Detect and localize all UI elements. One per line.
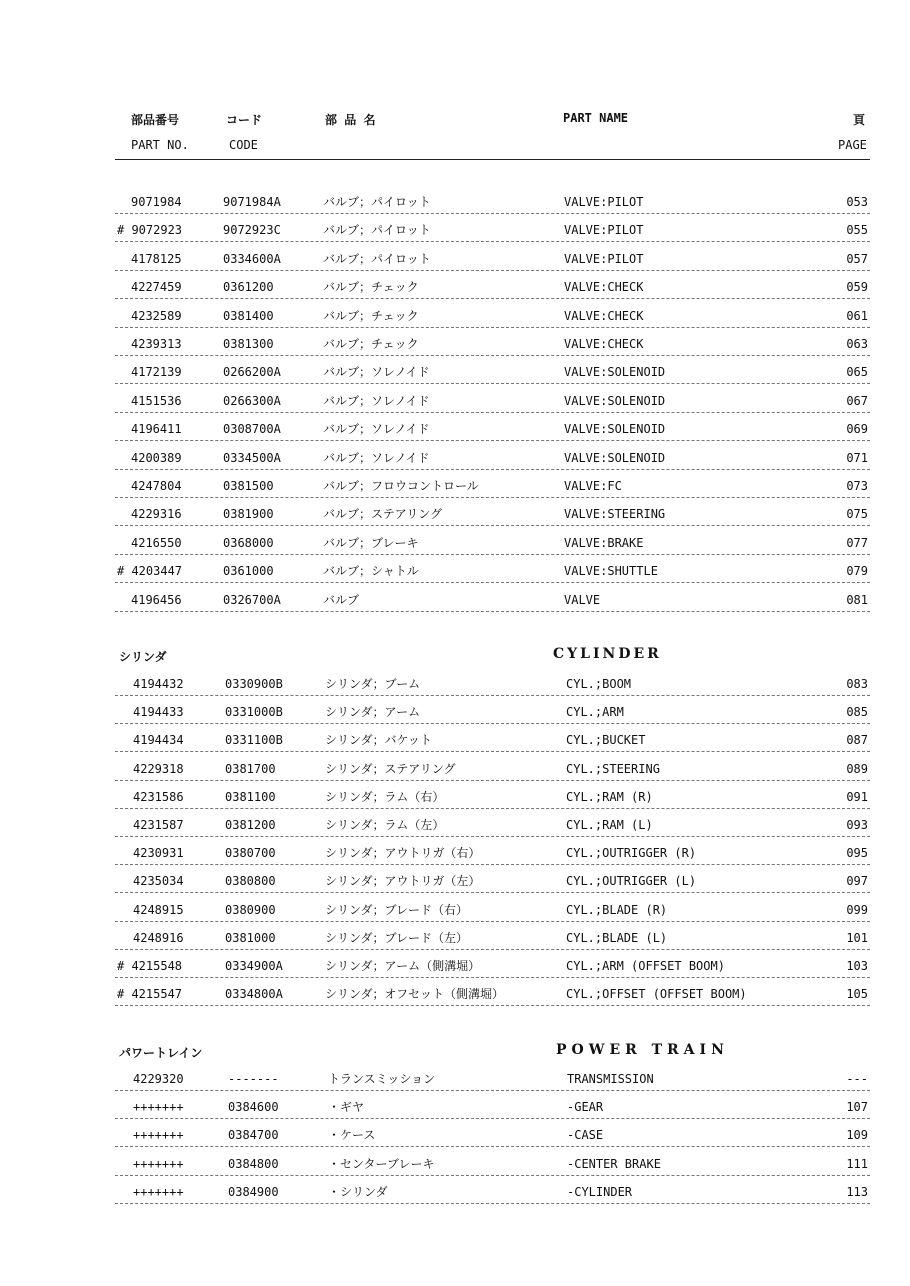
row-page: 103 [846,959,868,973]
row-part-name-en: VALVE:BRAKE [564,535,644,550]
row-part-name-jp: ・ケース [328,1128,376,1143]
header-code-jp: コード [226,113,263,127]
row-page: 097 [846,874,868,889]
row-divider [115,1146,870,1147]
row-divider [115,270,870,271]
row-part-no: 4151536 [131,393,182,408]
row-code: 0334600A [223,251,281,266]
row-code: 0331000B [225,705,283,720]
row-part-name-jp: バルブ；シャトル [323,564,419,579]
row-part-name-en: VALVE:PILOT [564,223,644,238]
row-part-name-jp: バルブ；フロウコントロール [323,479,479,493]
row-part-name-jp: バルブ；チェック [323,280,419,295]
row-part-no: 4194433 [133,705,184,720]
row-divider [115,298,870,299]
row-part-no: # 4215547 [117,987,183,1002]
row-part-no: +++++++ [133,1100,184,1115]
row-page: 101 [846,930,868,945]
row-code: 0380800 [225,874,276,889]
header-part-no-en: PART NO. [131,138,189,152]
row-page: 065 [846,365,868,380]
row-page: 075 [846,507,868,522]
row-part-name-en: VALVE:SOLENOID [564,422,666,437]
row-part-name-jp: ・シリンダ [328,1184,388,1199]
row-divider [115,497,870,498]
row-part-no: 4248915 [133,902,184,917]
row-page: 089 [846,761,868,776]
section-title-power-jp: パワートレイン [119,1046,203,1060]
row-part-name-jp: シリンダ；ブーム [325,677,421,691]
row-page: 061 [846,308,868,323]
row-part-no: 4178125 [131,251,182,266]
row-page: 107 [846,1100,868,1115]
row-part-name-en: VALVE:CHECK [564,337,644,351]
row-code: 0334500A [223,450,281,465]
row-part-no: 4230931 [133,846,184,861]
row-code: 0361000 [223,564,274,579]
row-divider [115,1005,870,1006]
row-page: 085 [846,705,868,720]
row-part-name-en: CYL.;BUCKET [566,733,646,748]
row-page: --- [846,1072,868,1086]
row-divider [115,921,870,922]
row-part-name-jp: トランスミッション [328,1072,436,1086]
row-divider [115,469,870,470]
row-part-name-jp: シリンダ；ブレード（左） [325,930,469,945]
row-divider [115,213,870,214]
row-page: 053 [846,195,868,209]
row-divider [115,525,870,526]
row-part-name-en: VALVE [564,592,601,607]
row-code: 0381700 [225,761,276,776]
row-code: 0381100 [225,789,276,804]
row-part-name-en: CYL.;OFFSET (OFFSET BOOM) [566,987,747,1002]
row-part-no: 4239313 [131,337,182,351]
row-part-no: 4196411 [131,422,182,437]
header-code-en: CODE [229,138,258,152]
row-part-no: 4248916 [133,930,184,945]
row-part-no: 4232589 [131,308,182,323]
row-part-name-jp: ・センターブレーキ [328,1156,435,1171]
row-code: 0368000 [223,535,274,550]
row-part-name-en: CYL.;OUTRIGGER (R) [566,846,697,861]
row-part-no: # 9072923 [117,223,183,238]
row-code: 0381500 [223,479,274,493]
row-part-no: # 4215548 [117,959,183,973]
row-part-name-jp: バルブ；ステアリング [323,507,443,522]
row-divider [115,864,870,865]
row-part-no: 4194434 [133,733,184,748]
row-part-name-en: VALVE:STEERING [564,507,666,522]
row-code: 0266300A [223,393,281,408]
row-divider [115,949,870,950]
row-page: 077 [846,535,868,550]
row-page: 063 [846,337,868,351]
row-code: 0380900 [225,902,276,917]
row-divider [115,723,870,724]
row-part-name-en: -CENTER BRAKE [567,1156,661,1171]
row-part-no: 4235034 [133,874,184,889]
row-part-name-en: VALVE:PILOT [564,251,644,266]
row-divider [115,1090,870,1091]
row-part-no: 4229320 [133,1072,184,1086]
row-code: 0334800A [225,987,283,1002]
row-part-no: 4172139 [131,365,182,380]
row-part-name-en: CYL.;ARM (OFFSET BOOM) [566,959,725,973]
row-part-name-jp: バルブ；ソレノイド [323,365,430,380]
row-code: 0334900A [225,959,283,973]
row-part-name-en: -CASE [567,1128,604,1143]
row-code: 0381200 [225,818,276,832]
row-code: 0384900 [228,1184,279,1199]
row-part-name-en: TRANSMISSION [567,1072,654,1086]
row-page: 099 [846,902,868,917]
row-page: 067 [846,393,868,408]
row-page: 095 [846,846,868,861]
row-part-name-jp: シリンダ；オフセット（側溝堀） [325,987,505,1002]
row-part-no: 4231586 [133,789,184,804]
row-part-name-jp: シリンダ；ラム（右） [325,789,445,804]
row-part-name-jp: シリンダ；ブレード（右） [325,902,469,917]
row-code: 9072923C [223,223,281,238]
row-code: 0380700 [225,846,276,861]
row-part-no: 4216550 [131,535,182,550]
row-page: 093 [846,818,868,832]
row-part-no: 4227459 [131,280,182,295]
row-part-name-jp: バルブ；ソレノイド [323,393,430,408]
row-part-name-en: CYL.;BLADE (L) [566,930,668,945]
row-part-name-jp: シリンダ；バケット [325,733,432,748]
row-code: 0331100B [225,733,283,748]
row-page: 057 [846,251,868,266]
row-divider [115,808,870,809]
row-part-no: 9071984 [131,195,182,209]
row-part-name-en: CYL.;RAM (R) [566,789,653,804]
row-page: 111 [846,1156,868,1171]
row-part-name-en: VALVE:SOLENOID [564,393,666,408]
row-part-no: +++++++ [133,1156,184,1171]
section-title-cylinder-en: CYLINDER [553,646,662,662]
row-part-name-jp: シリンダ；アーム [325,705,421,720]
row-part-name-en: VALVE:CHECK [564,308,644,323]
row-part-name-jp: ・ギヤ [328,1100,365,1115]
row-divider [115,383,870,384]
header-part-no-jp: 部品番号 [131,113,180,127]
row-part-name-jp: バルブ；パイロット [323,195,431,209]
row-part-no: 4229316 [131,507,182,522]
row-part-name-jp: バルブ；パイロット [323,251,431,266]
row-part-no: +++++++ [133,1128,184,1143]
row-part-name-en: -GEAR [567,1100,604,1115]
row-part-name-jp: バルブ；ブレーキ [323,535,419,550]
row-part-name-jp: バルブ [323,592,360,607]
header-page-en: PAGE [838,138,867,152]
row-part-no: +++++++ [133,1184,184,1199]
row-divider [115,412,870,413]
row-part-no: # 4203447 [117,564,183,579]
row-code: 0381900 [223,507,274,522]
row-divider [115,611,870,612]
row-part-name-en: VALVE:PILOT [564,195,644,209]
row-page: 091 [846,789,868,804]
row-page: 073 [846,479,868,493]
row-divider [115,327,870,328]
row-part-name-jp: シリンダ；アウトリガ（左） [325,874,481,889]
row-page: 055 [846,223,868,238]
row-part-name-jp: シリンダ；アウトリガ（右） [325,846,481,861]
section-title-power-en: POWER TRAIN [556,1042,729,1058]
row-divider [115,836,870,837]
row-code: 0308700A [223,422,281,437]
row-code: 0384800 [228,1156,279,1171]
header-page-jp: 頁 [853,113,866,127]
row-part-no: 4194432 [133,677,184,691]
row-divider [115,1203,870,1204]
row-part-name-en: CYL.;RAM (L) [566,818,653,832]
row-part-no: 4229318 [133,761,184,776]
row-code: 0381400 [223,308,274,323]
row-code: 9071984A [223,195,281,209]
row-part-name-jp: バルブ；ソレノイド [323,422,430,437]
row-part-name-en: CYL.;ARM [566,705,624,720]
row-code: 0384700 [228,1128,279,1143]
row-divider [115,554,870,555]
row-code: 0384600 [228,1100,279,1115]
row-part-name-en: CYL.;BOOM [566,677,632,691]
row-code: 0326700A [223,592,281,607]
row-divider [115,780,870,781]
row-part-name-en: VALVE:SHUTTLE [564,564,658,579]
row-part-name-en: VALVE:FC [564,479,622,493]
row-divider [115,582,870,583]
row-part-name-en: VALVE:CHECK [564,280,644,295]
row-page: 079 [846,564,868,579]
row-divider [115,695,870,696]
row-page: 081 [846,592,868,607]
row-divider [115,241,870,242]
row-divider [115,892,870,893]
row-divider [115,440,870,441]
row-divider [115,1175,870,1176]
row-code: 0330900B [225,677,283,691]
row-part-no: 4200389 [131,450,182,465]
row-part-name-jp: シリンダ；アーム（側溝堀） [325,959,481,973]
row-part-no: 4247804 [131,479,182,493]
row-part-name-jp: バルブ；パイロット [323,223,431,238]
row-page: 069 [846,422,868,437]
row-divider [115,977,870,978]
row-part-name-jp: シリンダ；ステアリング [325,761,456,776]
row-page: 113 [846,1184,868,1199]
row-page: 105 [846,987,868,1002]
section-title-cylinder-jp: シリンダ [119,650,167,664]
row-part-no: 4196456 [131,592,182,607]
row-divider [115,355,870,356]
row-code: 0266200A [223,365,281,380]
row-part-name-jp: バルブ；ソレノイド [323,450,430,465]
row-part-no: 4231587 [133,818,184,832]
row-part-name-jp: バルブ；チェック [323,337,419,351]
row-page: 059 [846,280,868,295]
header-rule [115,159,870,160]
row-part-name-en: VALVE:SOLENOID [564,365,666,380]
row-part-name-en: CYL.;OUTRIGGER (L) [566,874,697,889]
row-part-name-jp: バルブ；チェック [323,308,419,323]
row-code: 0381000 [225,930,276,945]
row-part-name-jp: シリンダ；ラム（左） [325,818,445,832]
header-part-name-jp: 部 品 名 [325,113,376,127]
header-part-name-en: PART NAME [563,111,629,125]
row-page: 087 [846,733,868,748]
row-code: ------- [228,1072,279,1086]
row-page: 071 [846,450,868,465]
row-divider [115,751,870,752]
row-divider [115,1118,870,1119]
row-part-name-en: VALVE:SOLENOID [564,450,666,465]
row-code: 0381300 [223,337,274,351]
row-page: 109 [846,1128,868,1143]
row-part-name-en: CYL.;STEERING [566,761,660,776]
row-part-name-en: CYL.;BLADE (R) [566,902,668,917]
row-code: 0361200 [223,280,274,295]
row-part-name-en: -CYLINDER [567,1184,633,1199]
row-page: 083 [846,677,868,691]
